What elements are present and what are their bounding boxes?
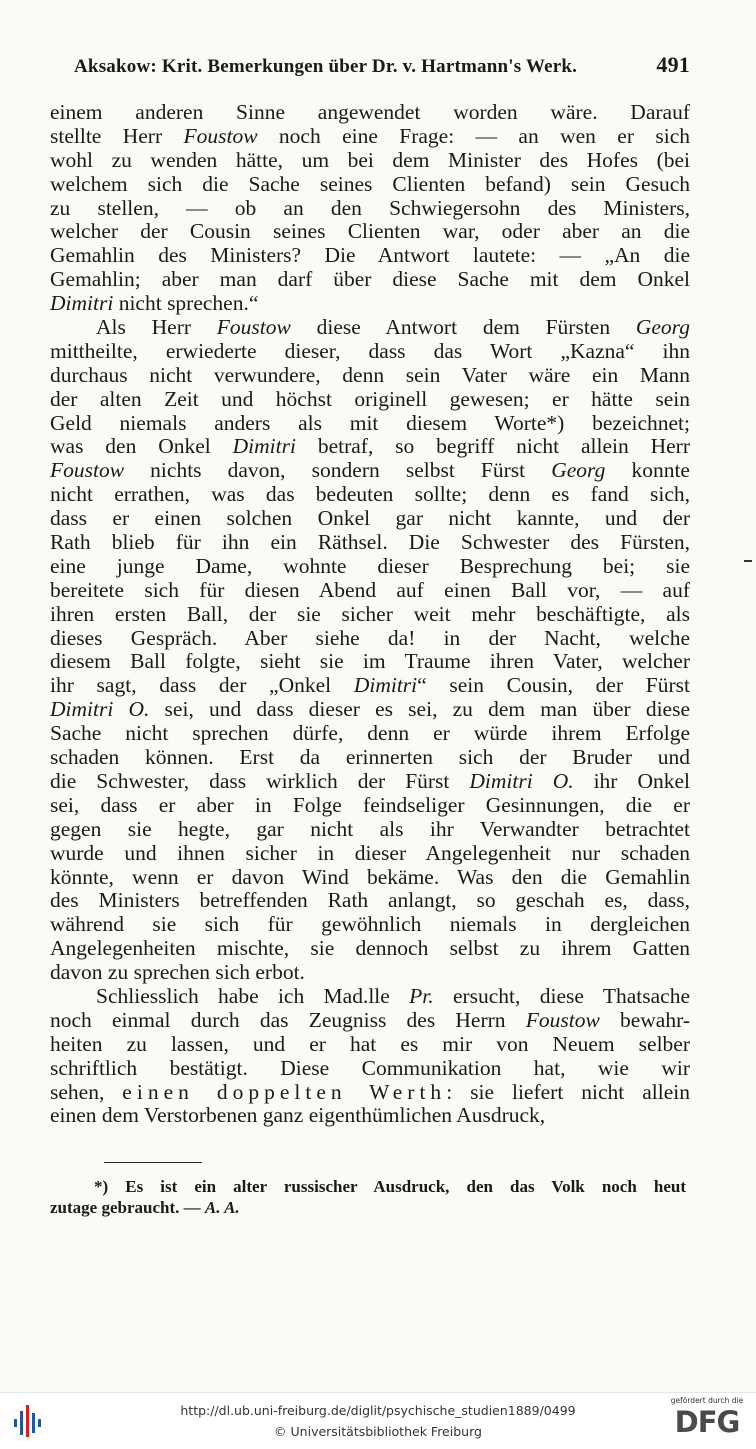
- running-title: Aksakow: Krit. Bemerkungen über Dr. v. Hartmann's Werk.: [74, 56, 578, 77]
- text-line: [50, 1009, 690, 1033]
- text-line: [50, 149, 690, 173]
- text-run: nichts davon, sondern selbst Fürst: [124, 458, 552, 483]
- text-line: [50, 650, 690, 674]
- italic-name: Foustow: [216, 315, 291, 340]
- text-line: [50, 555, 690, 579]
- text-run: wohl zu wenden hätte, um bei dem Minister des Hofes (bei: [50, 147, 690, 172]
- text-line: [50, 961, 690, 985]
- text-line: [50, 746, 690, 770]
- text-run: schaden können. Erst da erinnerten sich der Bruder und: [50, 745, 690, 770]
- text-line: [50, 842, 690, 866]
- text-run: diese Antwort dem Fürsten: [290, 315, 636, 340]
- permalink-url[interactable]: http://dl.ub.uni-freiburg.de/diglit/psychische_studien1889/0499: [180, 1403, 576, 1418]
- text-line: [50, 173, 690, 197]
- text-run: Angelegenheiten mischte, sie dennoch selbst zu ihrem Gatten: [50, 936, 690, 961]
- dfg-logo: [666, 1396, 748, 1439]
- running-header: [74, 52, 690, 78]
- footnote: [50, 1176, 686, 1218]
- italic-name: Georg: [551, 458, 606, 483]
- text-line: [50, 866, 690, 890]
- text-line: [50, 627, 690, 651]
- text-line: [50, 125, 690, 149]
- italic-name: Dimitri O.: [50, 697, 150, 722]
- text-line: [50, 412, 690, 436]
- text-line: [50, 531, 690, 555]
- text-line: [50, 1081, 690, 1105]
- text-run: zu stellen, — ob an den Schwiegersohn des Ministers,: [50, 195, 690, 220]
- text-run: ihr sagt, dass der „Onkel: [50, 673, 354, 698]
- italic-name: Foustow: [50, 458, 125, 483]
- text-run: stellte Herr: [50, 123, 184, 148]
- italic-name: Foustow: [525, 1007, 600, 1032]
- text-run: noch einmal durch das Zeugniss des Herrn: [50, 1007, 526, 1032]
- text-line: [50, 340, 690, 364]
- text-run: welchem sich die Sache seines Clienten befand) sein Gesuch: [50, 171, 690, 196]
- italic-name: Dimitri: [353, 673, 418, 698]
- text-run: Rath blieb für ihn ein Räthsel. Die Schwester des Fürsten,: [50, 530, 690, 555]
- text-line: [50, 794, 690, 818]
- text-run: gegen sie hegte, gar nicht als ihr Verwandter betrachtet: [50, 816, 690, 841]
- text-run: “ sein Cousin, der Fürst: [417, 673, 690, 698]
- copyright-notice: © Universitätsbibliothek Freiburg: [274, 1424, 482, 1439]
- text-line: [50, 244, 690, 268]
- page-number: 491: [656, 52, 690, 77]
- text-line: [50, 292, 690, 316]
- text-run: : sie liefert nicht allein: [446, 1079, 690, 1104]
- italic-name: Dimitri: [50, 291, 114, 316]
- text-run: nicht sprechen.“: [113, 291, 259, 316]
- italic-name: Georg: [635, 315, 690, 340]
- italic-name: Pr.: [409, 983, 434, 1008]
- text-run: sei, und dass dieser es sei, zu dem man über diese: [149, 697, 690, 722]
- footnote-signature: A. A.: [204, 1198, 240, 1217]
- letterspaced-emphasis: einen doppelten Werth: [122, 1079, 447, 1104]
- text-line: [50, 459, 690, 483]
- text-run: noch eine Frage: — an wen er sich: [257, 123, 690, 148]
- text-line: [50, 101, 690, 125]
- text-run: wurde und ihnen sicher in dieser Angelegenheit nur schaden: [50, 840, 690, 865]
- text-run: Gemahlin; aber man darf über diese Sache mit dem Onkel: [50, 267, 690, 292]
- text-run: schriftlich bestätigt. Diese Communikation hat, wie wir: [50, 1055, 690, 1080]
- text-run: durchaus nicht verwundere, denn sein Vater wäre ein Mann: [50, 362, 690, 387]
- text-run: sehen,: [50, 1079, 123, 1104]
- text-line: [50, 316, 690, 340]
- text-run: einem anderen Sinne angewendet worden wäre. Darauf: [50, 100, 690, 124]
- text-run: welcher der Cousin seines Clienten war, oder aber an die: [50, 219, 690, 244]
- text-run: einen dem Verstorbenen ganz eigenthümlichen Ausdruck,: [50, 1103, 546, 1128]
- text-run: sei, dass er aber in Folge feindseliger Gesinnungen, die er: [50, 792, 690, 817]
- text-line: [50, 483, 690, 507]
- text-line: [50, 1104, 690, 1128]
- text-line: [50, 937, 690, 961]
- text-run: bewahr-: [599, 1007, 690, 1032]
- italic-name: Dimitri: [232, 434, 296, 459]
- text-line: [50, 722, 690, 746]
- text-line: [50, 674, 690, 698]
- text-line: [50, 913, 690, 937]
- text-run: dieses Gespräch. Aber siehe da! in der Nacht, welche: [50, 625, 690, 650]
- text-run: betraf, so begriff nicht allein Herr: [295, 434, 690, 459]
- text-run: Geld niemals anders als mit diesem Worte*) bezeichnet;: [50, 410, 690, 435]
- text-run: Schliesslich habe ich Mad.lle: [96, 983, 410, 1008]
- text-run: der alten Zeit und höchst originell gewesen; er hätte sein: [50, 386, 690, 411]
- text-line: [50, 579, 690, 603]
- text-line: [50, 435, 690, 459]
- footnote-line-2: [50, 1197, 686, 1218]
- text-run: konnte: [605, 458, 690, 483]
- text-run: die Schwester, dass wirklich der Fürst: [50, 768, 470, 793]
- text-run: könnte, wenn er davon Wind bekäme. Was den die Gemahlin: [50, 864, 690, 889]
- footnote-line-1: *) Es ist ein alter russischer Ausdruck, den das Volk noch heut: [94, 1177, 686, 1196]
- text-run: eine junge Dame, wohnte dieser Besprechung bei; sie: [50, 553, 690, 578]
- text-line: [50, 603, 690, 627]
- text-run: heiten zu lassen, und er hat es mir von Neuem selber: [50, 1031, 690, 1056]
- text-run: des Ministers betreffenden Rath anlangt, so geschah es, dass,: [50, 888, 690, 913]
- text-run: Gemahlin des Ministers? Die Antwort lautete: — „An die: [50, 243, 690, 268]
- text-run: diesem Ball folgte, sieht sie im Traume ihren Vater, welcher: [50, 649, 690, 674]
- text-run: ihren ersten Ball, der sie sicher weit mehr beschäftigte, als: [50, 601, 690, 626]
- text-run: während sie sich für gewöhnlich niemals in dergleichen: [50, 912, 690, 937]
- text-run: nicht errathen, was das bedeuten sollte; denn es fand sich,: [50, 482, 690, 507]
- text-run: dass er einen solchen Onkel gar nicht kannte, und der: [50, 506, 690, 531]
- text-run: mittheilte, erwiederte dieser, dass das Wort „Kazna“ ihn: [50, 338, 690, 363]
- margin-mark: [744, 560, 752, 562]
- italic-name: Foustow: [183, 123, 258, 148]
- footnote-line-2-text: zutage gebraucht. —: [50, 1198, 205, 1217]
- body-text: [50, 101, 690, 1128]
- text-run: Als Herr: [96, 315, 217, 340]
- italic-name: Dimitri O.: [469, 768, 574, 793]
- dfg-caption: gefördert durch die: [670, 1396, 744, 1405]
- dfg-logo-text: DFG: [674, 1405, 740, 1439]
- text-line: [50, 197, 690, 221]
- text-line: [50, 889, 690, 913]
- text-line: [50, 698, 690, 722]
- text-line: [50, 1057, 690, 1081]
- text-line: [50, 1033, 690, 1057]
- text-line: [50, 818, 690, 842]
- text-run: ihr Onkel: [573, 768, 690, 793]
- text-run: ersucht, diese Thatsache: [433, 983, 690, 1008]
- text-run: bereitete sich für diesen Abend auf einen Ball vor, — auf: [50, 577, 690, 602]
- viewer-footer: [0, 1392, 756, 1449]
- text-line: [50, 268, 690, 292]
- text-line: [50, 507, 690, 531]
- text-run: was den Onkel: [50, 434, 233, 459]
- footnote-rule: [104, 1162, 202, 1163]
- text-run: Sache nicht sprechen dürfe, denn er würde ihrem Erfolge: [50, 721, 690, 746]
- text-line: [50, 770, 690, 794]
- text-line: [50, 364, 690, 388]
- text-line: [50, 985, 690, 1009]
- text-line: [50, 220, 690, 244]
- text-run: davon zu sprechen sich erbot.: [50, 960, 305, 985]
- text-line: [50, 388, 690, 412]
